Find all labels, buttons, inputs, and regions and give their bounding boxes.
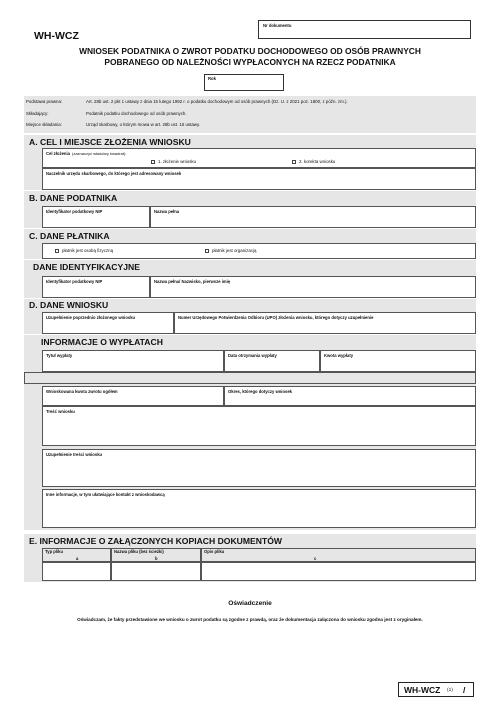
application-content-field[interactable] xyxy=(42,406,476,446)
form-title-line1: WNIOSEK PODATNIKA O ZWROT PODATKU DOCHODOWEGO OD OSÓB PRAWNYCH xyxy=(79,46,421,56)
submitter-label: Składający: xyxy=(26,111,49,116)
file-desc-label: Opis pliku xyxy=(204,549,225,554)
file-type-sub: a xyxy=(76,556,79,561)
legal-basis-label: Podstawa prawna: xyxy=(26,99,63,104)
payer-person-label: płatnik jest osobą fizyczną xyxy=(62,248,114,253)
purpose-label: Cel złożenia xyxy=(46,151,70,156)
previous-application-field[interactable] xyxy=(42,312,174,334)
section-c-title: C. DANE PŁATNIKA xyxy=(29,231,110,241)
purpose-option1-label: 1. złożenie wniosku xyxy=(158,159,197,164)
payment-title-field[interactable] xyxy=(42,350,224,372)
file-name-header xyxy=(111,548,201,562)
section-a-title: A. CEL I MIEJSCE ZŁOŻENIA WNIOSKU xyxy=(29,137,191,147)
taxpayer-nip-field[interactable] xyxy=(42,206,150,228)
payment-amount-field[interactable] xyxy=(320,350,476,372)
purpose-option2-label: 2. korekta wniosku xyxy=(299,159,336,164)
payer-name-field[interactable] xyxy=(150,276,476,298)
payer-nip-field[interactable] xyxy=(42,276,150,298)
refund-amount-label: Wnioskowana kwota zwrotu ogółem xyxy=(46,389,118,394)
file-desc-sub: c xyxy=(314,556,317,561)
file-desc-header xyxy=(201,548,476,562)
taxpayer-name-label: Nazwa pełna xyxy=(154,209,180,214)
purpose-option1-checkbox[interactable] xyxy=(151,160,155,164)
period-field[interactable] xyxy=(224,386,476,406)
tax-office-label: Naczelnik urzędu skarbowego, do którego jest adresowany wniosek xyxy=(46,171,182,176)
file-name-cell[interactable] xyxy=(111,562,201,581)
payer-org-checkbox[interactable] xyxy=(205,249,209,253)
section-b-title: B. DANE PODATNIKA xyxy=(29,193,118,203)
place-value: Urząd skarbowy, o którym mowa w art. 28b ust. 15 ustawy. xyxy=(86,122,201,127)
payments-spacer-row xyxy=(24,372,476,384)
legal-basis-value: Art. 28b ust. 2 pkt 1 ustawy z dnia 15 lutego 1992 r. o podatku dochodowym od osób prawnych (Dz. U. z 2021 poz. 1800, z późn. zm.). xyxy=(86,99,348,104)
payer-person-checkbox[interactable] xyxy=(55,249,59,253)
file-name-label: Nazwa pliku (bez ścieżki) xyxy=(114,549,164,554)
declaration-text: Oświadczam, że fakty przedstawione we wniosku o zwrot podatku są zgodne z prawdą, oraz że dokumentacja załączona do wniosku zgodna jest z oryginałem. xyxy=(77,617,423,622)
taxpayer-name-field[interactable] xyxy=(150,206,476,228)
submitter-value: Podatnik podatku dochodowego od osób prawnych. xyxy=(86,111,187,116)
year-label: Rok xyxy=(208,76,216,81)
file-type-header xyxy=(42,548,111,562)
previous-application-label: Uzupełnienie poprzednio złożonego wniosku xyxy=(46,315,136,320)
purpose-field[interactable] xyxy=(42,148,476,168)
application-content-label: Treść wniosku xyxy=(46,409,75,414)
payment-date-field[interactable] xyxy=(224,350,320,372)
refund-amount-field[interactable] xyxy=(42,386,224,406)
upo-number-label: Numer Urzędowego Potwierdzenia Odbioru (UPO) złożenia wniosku, którego dotyczy uzupełnienie xyxy=(178,315,374,320)
identification-title: DANE IDENTYFIKACYJNE xyxy=(33,262,140,272)
payer-org-label: płatnik jest organizacją xyxy=(212,248,257,253)
payment-amount-label: Kwota wypłaty xyxy=(324,353,354,358)
section-e-title: E. INFORMACJE O ZAŁĄCZONYCH KOPIACH DOKUMENTÓW xyxy=(29,536,283,546)
content-supplement-label: Uzupełnienie treści wniosku xyxy=(46,452,103,457)
purpose-option2-checkbox[interactable] xyxy=(292,160,296,164)
tax-office-field[interactable] xyxy=(42,168,476,190)
period-label: Okres, którego dotyczy wniosek xyxy=(228,389,292,394)
payment-title-label: Tytuł wypłaty xyxy=(46,353,73,358)
payer-nip-label: Identyfikator podatkowy NIP xyxy=(46,279,103,284)
upo-number-field[interactable] xyxy=(174,312,476,334)
file-type-label: Typ pliku xyxy=(45,549,64,554)
other-info-label: Inne informacje, w tym ułatwiające kontakt z wnioskodawcą xyxy=(46,492,165,497)
document-number-label: Nr dokumentu xyxy=(263,23,292,28)
place-label: Miejsce składania: xyxy=(26,122,62,127)
file-name-sub: b xyxy=(155,556,158,561)
payer-name-label: Nazwa pełna/ Nazwisko, pierwsze imię xyxy=(154,279,231,284)
declaration-title: Oświadczenie xyxy=(228,600,272,607)
document-number-field[interactable] xyxy=(258,20,471,39)
other-info-field[interactable] xyxy=(42,489,476,528)
form-code: WH-WCZ xyxy=(34,30,79,42)
footer-form-code-box xyxy=(398,682,474,697)
file-desc-cell[interactable] xyxy=(201,562,476,581)
form-title-line2: POBRANEGO OD NALEŻNOŚCI WYPŁACONYCH NA RZECZ PODATNIKA xyxy=(104,57,396,67)
year-field[interactable] xyxy=(204,74,284,91)
file-type-cell[interactable] xyxy=(42,562,111,581)
content-supplement-field[interactable] xyxy=(42,449,476,487)
section-d-title: D. DANE WNIOSKU xyxy=(29,300,109,310)
purpose-hint: (zaznaczyć właściwy kwadrat): xyxy=(72,151,127,156)
payer-type-field[interactable] xyxy=(42,243,476,259)
payment-date-label: Data otrzymania wypłaty xyxy=(228,353,277,358)
footer-form-code: WH-WCZ xyxy=(404,685,441,695)
footer-form-version: (1) xyxy=(447,688,453,693)
payments-title: INFORMACJE O WYPŁATACH xyxy=(41,337,163,347)
taxpayer-nip-label: Identyfikator podatkowy NIP xyxy=(46,209,103,214)
page-separator: / xyxy=(463,685,466,695)
